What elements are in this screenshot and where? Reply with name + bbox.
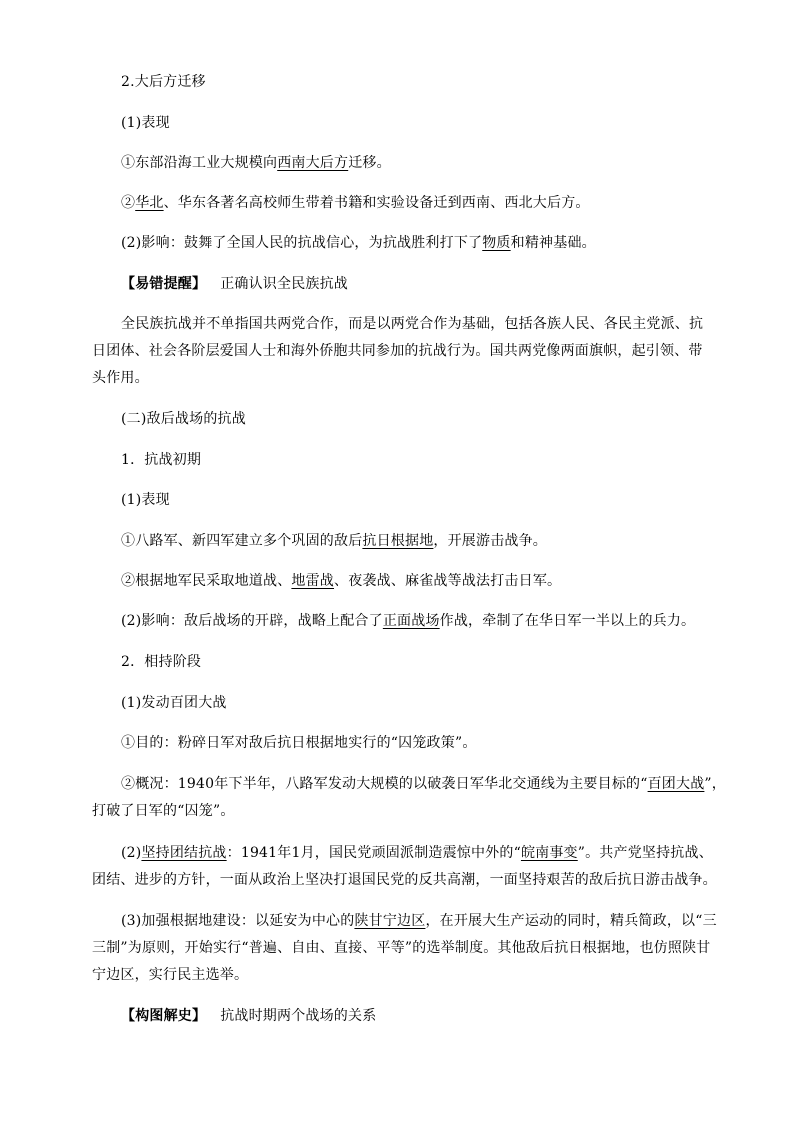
underlined-term: 百团大战	[647, 776, 705, 792]
paragraph-base-building-line-1	[121, 911, 717, 931]
paragraph-base-building-line-3: 宁边区，实行民主选举。	[92, 967, 249, 983]
text-segment: ，在开展大生产运动的同时，精兵简政，以“三	[425, 913, 717, 929]
section-heading-rear-battlefield: (二)敌后战场的抗战	[121, 411, 246, 427]
paragraph-overview-line-1	[121, 774, 726, 794]
paragraph-influence-2	[121, 611, 695, 631]
subheading-manifestation-2: (1)表现	[121, 492, 170, 508]
text-segment: ：1941年1月，国民党顽固派制造震惊中外的“	[226, 845, 521, 861]
underlined-term: 抗日根据地	[362, 533, 434, 549]
text-segment: ②	[121, 195, 136, 211]
text-segment: (2)影响：敌后战场的开辟，战略上配合了	[121, 613, 383, 629]
text-segment: ”，	[704, 776, 726, 792]
paragraph-unity-line-2: 团结、进步的方针，一面从政治上坚决打退国民党的反共高潮，一面坚持艰苦的敌后抗日游击战争。	[92, 872, 717, 888]
underlined-term: 坚持团结抗战	[141, 845, 227, 861]
subheading-hundred-regiments: (1)发动百团大战	[121, 695, 227, 711]
text-segment: (2)影响：鼓舞了全国人民的抗战信心，为抗战胜利打下了	[121, 235, 483, 251]
tip-paragraph-line-1: 全民族抗战并不单指国共两党合作，而是以两党合作为基础，包括各族人民、各民主党派、抗	[121, 316, 704, 332]
paragraph-universities-migration	[121, 193, 590, 213]
paragraph-unity-line-1	[121, 843, 713, 863]
subheading-manifestation: (1)表现	[121, 115, 170, 131]
subheading-stalemate: 2．相持阶段	[121, 654, 202, 670]
text-segment: 、华东各著名高校师生带着书籍和实验设备迁到西南、西北大后方。	[163, 195, 590, 211]
tip-tag: 【易错提醒】	[121, 276, 207, 292]
text-segment: ，开展游击战争。	[433, 533, 548, 549]
tip-title: 正确认识全民族抗战	[220, 276, 349, 292]
paragraph-tactics	[121, 571, 561, 591]
paragraph-base-building-line-2: 三制”为原则，开始实行“普遍、自由、直接、平等”的选举制度。其他敌后抗日根据地，也仿照陕甘	[92, 940, 711, 956]
tip-title: 抗战时期两个战场的关系	[220, 1008, 377, 1024]
tip-heading-diagram	[121, 1006, 376, 1026]
text-segment: (2)	[121, 845, 142, 861]
text-segment: ”。共产党坚持抗战、	[577, 845, 713, 861]
underlined-term: 华北	[135, 195, 164, 211]
section-heading-rear-migration: 2.大后方迁移	[121, 74, 206, 90]
underlined-term: 西南大后方	[277, 155, 349, 171]
underlined-term: 正面战场	[382, 613, 440, 629]
tip-paragraph-line-3: 头作用。	[92, 370, 149, 386]
underlined-term: 地雷战	[291, 573, 335, 589]
paragraph-industry-migration	[121, 153, 391, 173]
tip-tag: 【构图解史】	[121, 1008, 207, 1024]
paragraph-purpose: ①目的：粉碎日军对敌后抗日根据地实行的“囚笼政策”。	[121, 735, 477, 751]
text-segment: ②根据地军民采取地道战、	[121, 573, 292, 589]
text-segment: 作战，牵制了在华日军一半以上的兵力。	[439, 613, 696, 629]
text-segment: ②概况：1940年下半年，八路军发动大规模的以破袭日军华北交通线为主要目标的“	[121, 776, 648, 792]
text-segment: 和精神基础。	[510, 235, 596, 251]
text-segment: ①东部沿海工业大规模向	[121, 155, 278, 171]
underlined-term: 皖南事变	[520, 845, 578, 861]
underlined-term: 物质	[482, 235, 511, 251]
text-segment: ①八路军、新四军建立多个巩固的敌后	[121, 533, 363, 549]
subheading-early-war: 1．抗战初期	[121, 452, 202, 468]
tip-heading-common-errors	[121, 274, 348, 294]
text-segment: (3)加强根据地建设：以延安为中心的	[121, 913, 355, 929]
text-segment: 、夜袭战、麻雀战等战法打击日军。	[334, 573, 562, 589]
underlined-term: 陕甘宁边区	[354, 913, 426, 929]
paragraph-influence	[121, 233, 596, 253]
paragraph-overview-line-2: 打破了日军的“囚笼”。	[92, 803, 235, 819]
tip-paragraph-line-2: 日团体、社会各阶层爱国人士和海外侨胞共同参加的抗战行为。国共两党像两面旗帜，起引领、带	[92, 343, 703, 359]
text-segment: 迁移。	[348, 155, 391, 171]
paragraph-base-areas	[121, 531, 547, 551]
